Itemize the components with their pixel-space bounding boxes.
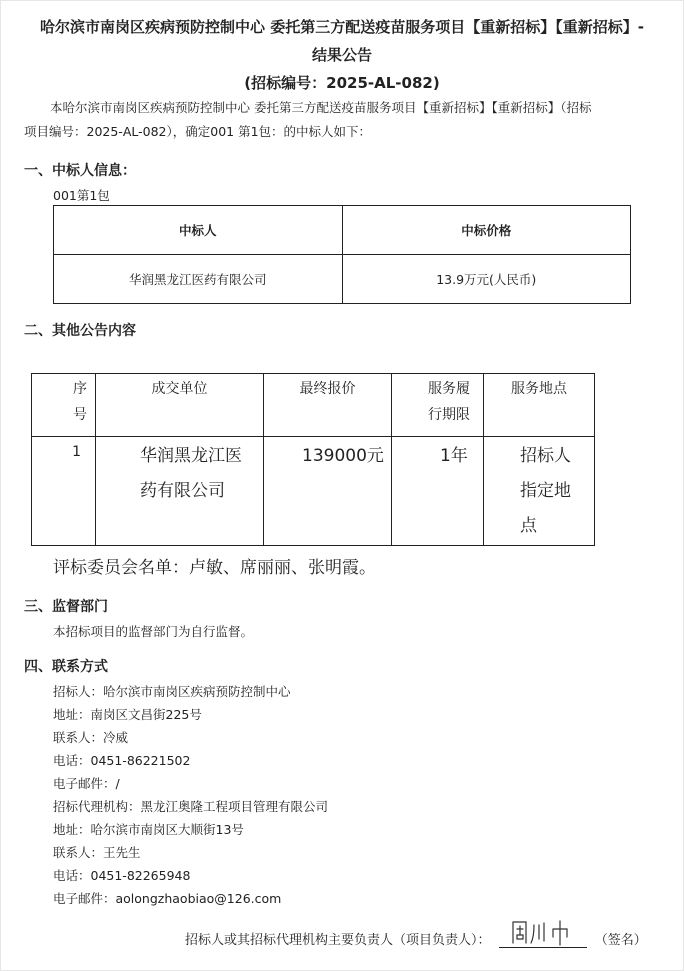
cell-unit: 华润黑龙江医 药有限公司 [96,437,264,546]
section1-heading: 一、中标人信息： [24,163,136,179]
header-winner: 中标人 [54,206,343,255]
page-title: 哈尔滨市南岗区疾病预防控制中心 委托第三方配送疫苗服务项目【重新招标】【重新招标】- [40,18,644,36]
handwritten-signature [509,917,579,947]
signature-line [185,929,647,948]
committee-list: 评标委员会名单：卢敏、席丽丽、张明霞。 [53,558,376,578]
signature-suffix: （签名） [594,933,647,948]
table-row [54,255,631,304]
contact-agency-address: 地址：哈尔滨市南岗区大顺街13号 [53,822,244,837]
tender-number: (招标编号：2025-AL-082) [244,74,440,92]
section2-heading: 二、其他公告内容 [24,323,136,339]
table-header-row [32,374,595,437]
page-title-line2: 结果公告 [311,46,372,64]
cell-price: 139000元 [264,437,392,546]
header-location: 服务地点 [484,374,595,437]
contact-agency-phone: 电话：0451-82265948 [53,868,191,883]
intro-line1: 本哈尔滨市南岗区疾病预防控制中心 委托第三方配送疫苗服务项目【重新招标】【重新招标】（招标 [50,100,592,115]
contact-agency: 招标代理机构：黑龙江奥隆工程项目管理有限公司 [53,799,329,814]
cell-location: 招标人 指定地 点 [484,437,595,546]
intro-paragraph [24,96,650,144]
header-price: 中标价格 [342,206,631,255]
contact-buyer-person: 联系人：冷威 [53,730,129,745]
signature-blank [499,929,587,948]
section4-heading: 四、联系方式 [24,659,108,675]
cell-price: 13.9万元(人民币) [342,255,631,304]
contact-agency-email: 电子邮件：aolongzhaobiao@126.com [53,891,282,906]
supervision-text: 本招标项目的监督部门为自行监督。 [53,624,254,639]
cell-winner: 华润黑龙江医药有限公司 [54,255,343,304]
signature-label: 招标人或其招标代理机构主要负责人（项目负责人）： [185,933,491,948]
header-seq: 序 号 [32,374,96,437]
contact-buyer-address: 地址：南岗区文昌街225号 [53,707,202,722]
deal-table [31,373,595,546]
header-period: 服务履 行期限 [392,374,484,437]
contact-buyer-email: 电子邮件：/ [53,776,120,791]
package-label: 001第1包 [53,188,110,203]
contact-buyer-phone: 电话：0451-86221502 [53,753,191,768]
table-header-row [54,206,631,255]
header-unit: 成交单位 [96,374,264,437]
cell-period: 1年 [392,437,484,546]
table-row [32,437,595,546]
winner-table [53,205,631,304]
cell-seq: 1 [32,437,96,546]
intro-line2: 项目编号：2025-AL-082），确定001 第1包：的中标人如下： [24,124,372,139]
contact-buyer: 招标人：哈尔滨市南岗区疾病预防控制中心 [53,684,291,699]
header-price: 最终报价 [264,374,392,437]
section3-heading: 三、监督部门 [24,599,108,615]
contact-agency-person: 联系人：王先生 [53,845,141,860]
